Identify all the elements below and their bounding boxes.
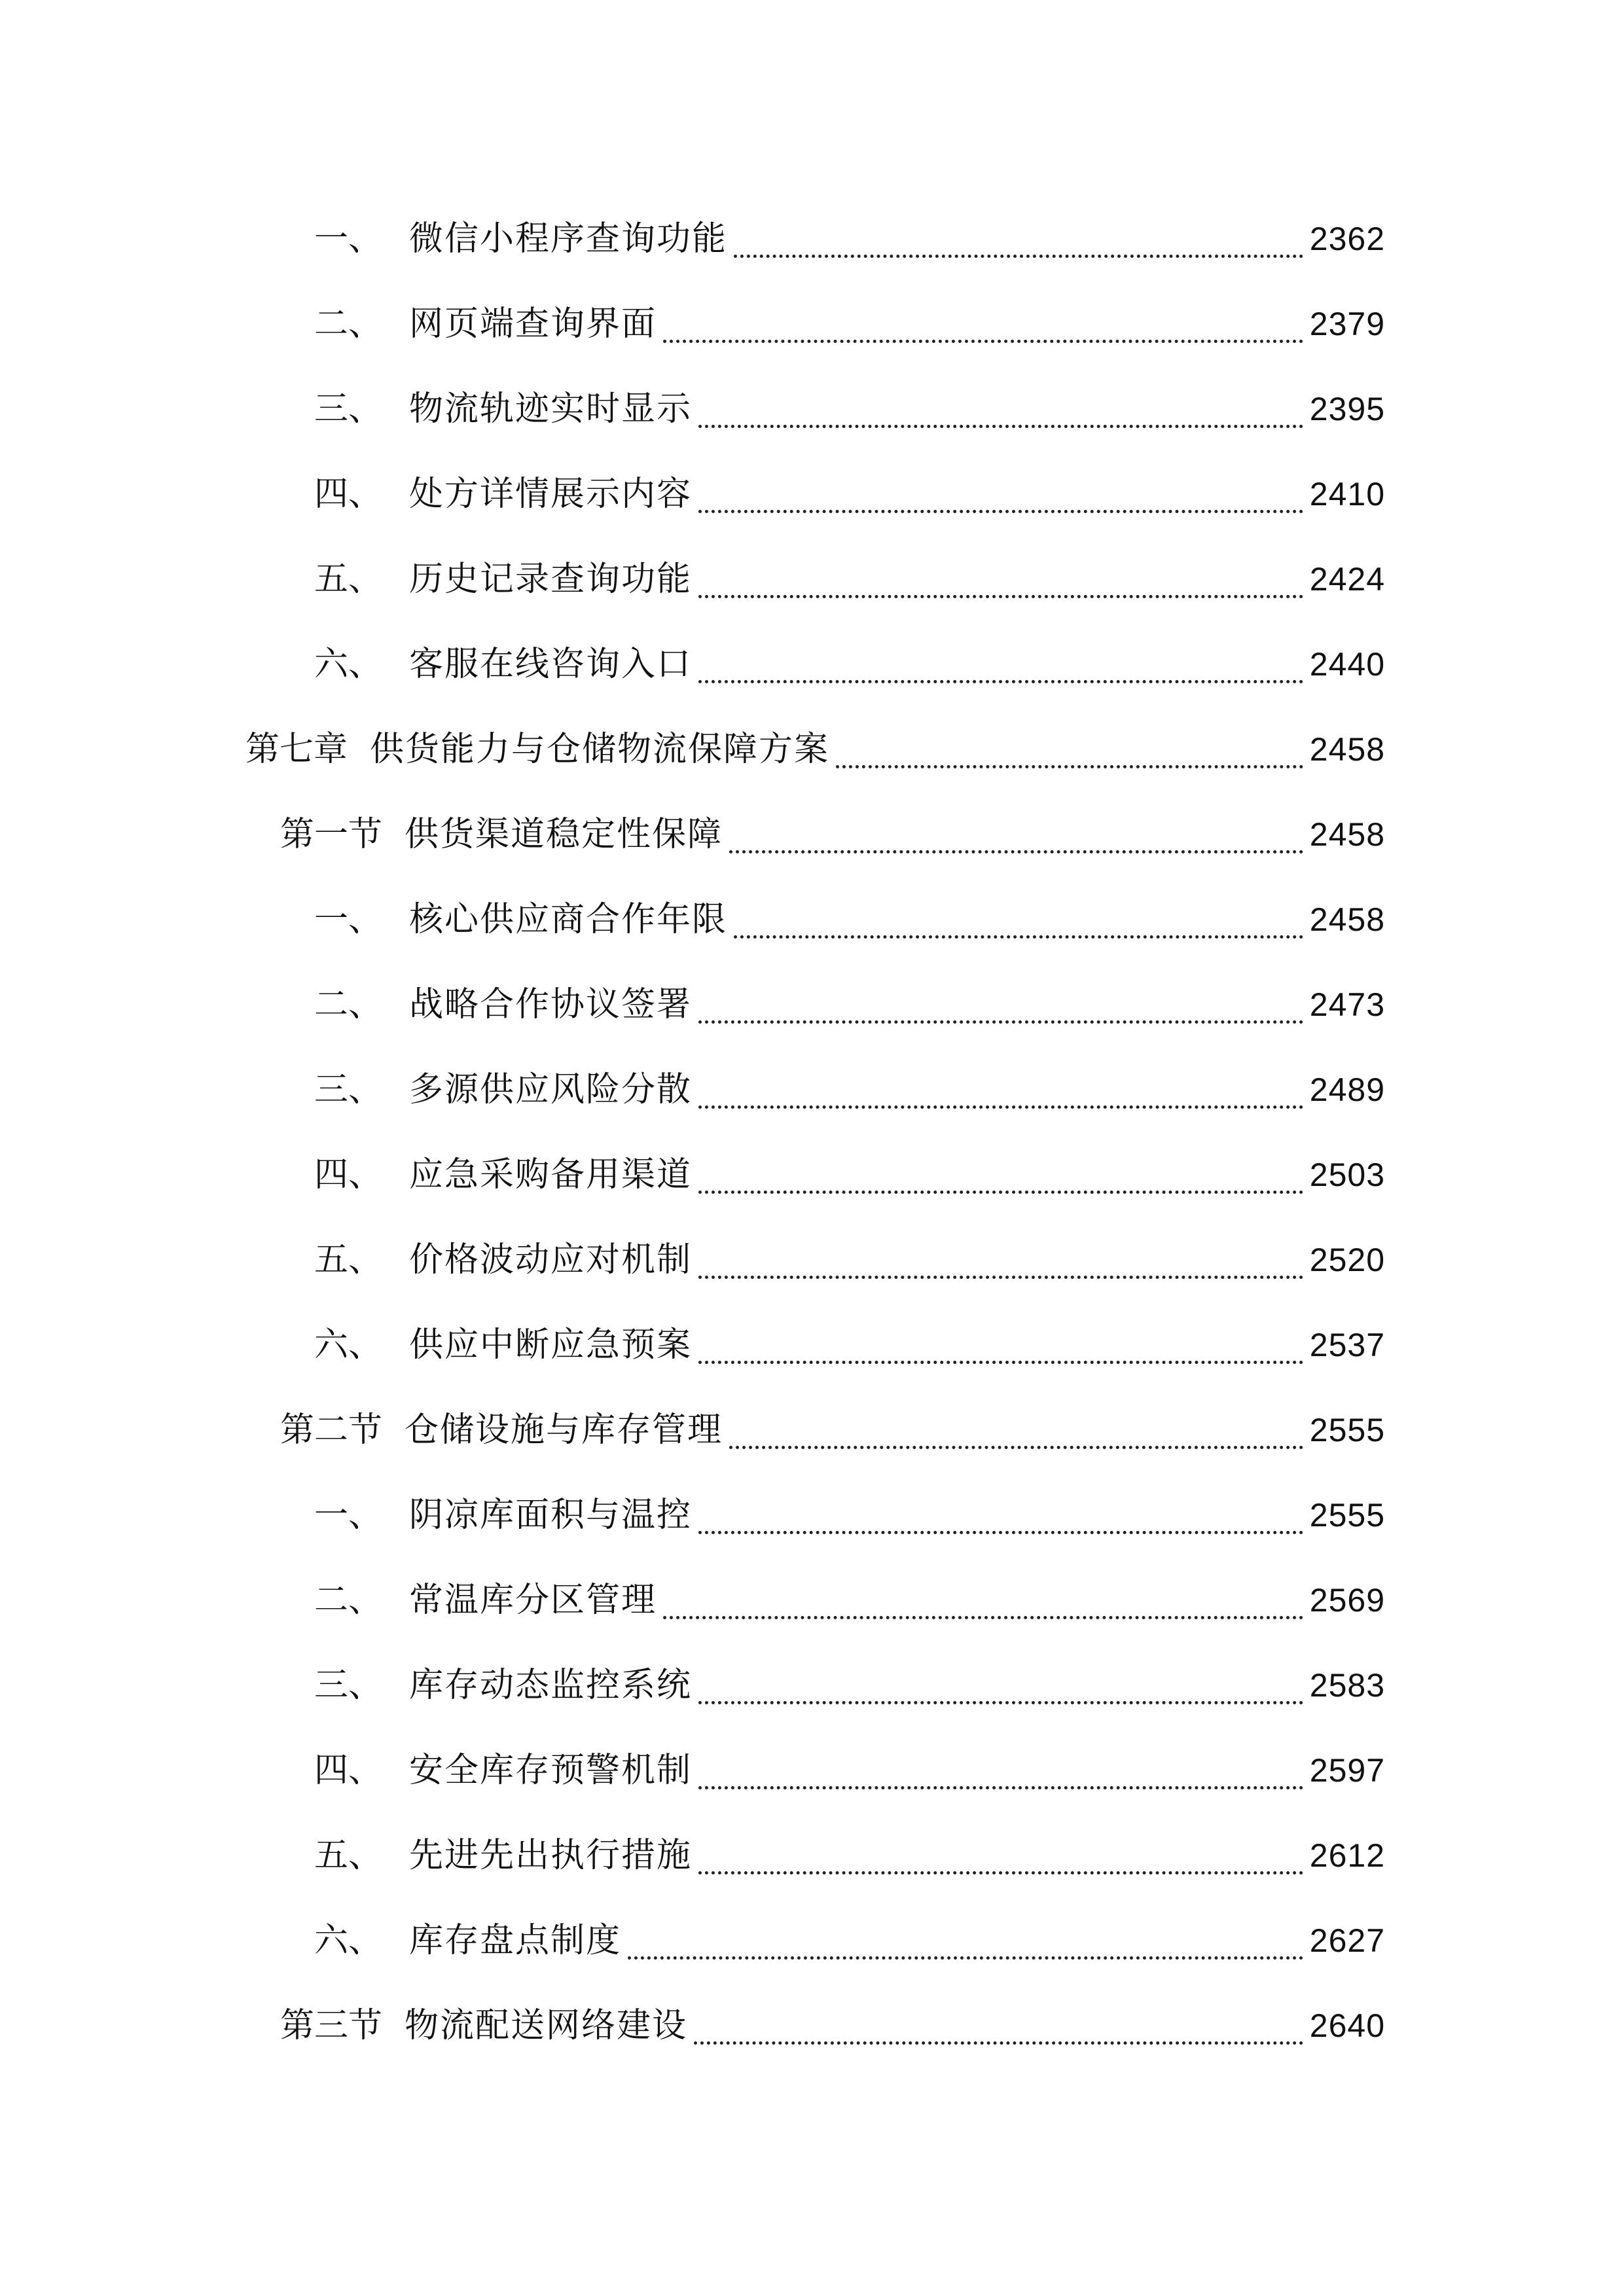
- toc-entry-title: 供货能力与仓储物流保障方案: [370, 730, 830, 769]
- toc-entry-page: 2473: [1309, 986, 1385, 1023]
- toc-entry-title: 常温库分区管理: [409, 1581, 657, 1620]
- toc-entry-page: 2583: [1309, 1667, 1385, 1704]
- dot-leader: [698, 510, 1303, 513]
- toc-entry-page: 2440: [1309, 646, 1385, 683]
- toc-entry[interactable]: [0, 877, 1624, 962]
- toc-entry-number: 第三节: [280, 2006, 383, 2045]
- dot-leader: [663, 1616, 1303, 1619]
- dot-leader: [698, 1276, 1303, 1279]
- dot-leader: [698, 425, 1303, 428]
- toc-entry-page: 2555: [1309, 1497, 1385, 1534]
- dot-leader: [698, 680, 1303, 683]
- toc-entry-number: 四、: [314, 1751, 383, 1790]
- toc-entry-number: 二、: [314, 1581, 383, 1620]
- table-of-contents: [0, 196, 1624, 2068]
- toc-entry-number: 三、: [314, 1666, 383, 1705]
- toc-chapter-entry[interactable]: [0, 707, 1624, 792]
- toc-entry-page: 2537: [1309, 1327, 1385, 1363]
- toc-entry-page: 2555: [1309, 1412, 1385, 1448]
- toc-entry-number: 五、: [314, 560, 383, 599]
- toc-entry[interactable]: [0, 1473, 1624, 1558]
- toc-entry[interactable]: [0, 1047, 1624, 1132]
- dot-leader: [836, 765, 1303, 768]
- toc-entry[interactable]: [0, 452, 1624, 537]
- toc-entry-page: 2627: [1309, 1922, 1385, 1959]
- toc-entry-number: 二、: [314, 985, 383, 1024]
- dot-leader: [734, 255, 1303, 258]
- toc-entry-page: 2458: [1309, 901, 1385, 938]
- toc-entry-number: 一、: [314, 1496, 383, 1535]
- toc-entry-title: 多源供应风险分散: [409, 1070, 693, 1109]
- toc-entry[interactable]: [0, 1132, 1624, 1217]
- toc-section-entry[interactable]: [0, 792, 1624, 877]
- dot-leader: [698, 1105, 1303, 1109]
- toc-entry-page: 2597: [1309, 1752, 1385, 1789]
- toc-entry[interactable]: [0, 1643, 1624, 1728]
- dot-leader: [698, 595, 1303, 598]
- toc-entry-page: 2520: [1309, 1242, 1385, 1278]
- toc-entry-page: 2424: [1309, 561, 1385, 598]
- toc-entry-title: 阴凉库面积与温控: [409, 1496, 693, 1535]
- toc-entry-title: 价格波动应对机制: [409, 1240, 693, 1280]
- toc-entry-title: 安全库存预警机制: [409, 1751, 693, 1790]
- toc-entry[interactable]: [0, 1217, 1624, 1302]
- dot-leader: [698, 1786, 1303, 1789]
- toc-entry-page: 2612: [1309, 1837, 1385, 1874]
- toc-entry[interactable]: [0, 196, 1624, 281]
- toc-entry-title: 应急采购备用渠道: [409, 1155, 693, 1194]
- dot-leader: [628, 1956, 1303, 1960]
- toc-entry-page: 2410: [1309, 476, 1385, 512]
- toc-entry-number: 第二节: [280, 1410, 383, 1450]
- toc-entry-title: 供应中断应急预案: [409, 1325, 693, 1365]
- toc-entry[interactable]: [0, 962, 1624, 1047]
- dot-leader: [694, 2041, 1303, 2045]
- toc-entry-page: 2458: [1309, 731, 1385, 768]
- toc-entry-title: 处方详情展示内容: [409, 475, 693, 514]
- toc-entry-number: 第一节: [280, 815, 383, 854]
- toc-entry[interactable]: [0, 281, 1624, 367]
- toc-entry-title: 客服在线咨询入口: [409, 645, 693, 684]
- toc-section-entry[interactable]: [0, 1983, 1624, 2068]
- toc-entry-page: 2458: [1309, 816, 1385, 853]
- toc-entry[interactable]: [0, 537, 1624, 622]
- toc-section-entry[interactable]: [0, 1388, 1624, 1473]
- toc-entry-page: 2503: [1309, 1157, 1385, 1193]
- toc-entry-number: 第七章: [245, 730, 348, 769]
- toc-entry-title: 库存动态监控系统: [409, 1666, 693, 1705]
- toc-entry-number: 五、: [314, 1240, 383, 1280]
- toc-entry[interactable]: [0, 1302, 1624, 1388]
- toc-entry-title: 核心供应商合作年限: [409, 900, 728, 939]
- toc-entry-page: 2379: [1309, 306, 1385, 342]
- toc-entry-page: 2395: [1309, 391, 1385, 427]
- toc-entry[interactable]: [0, 1728, 1624, 1813]
- toc-entry-number: 四、: [314, 475, 383, 514]
- toc-entry[interactable]: [0, 1558, 1624, 1643]
- toc-entry-number: 五、: [314, 1836, 383, 1875]
- dot-leader: [729, 850, 1303, 853]
- dot-leader: [698, 1361, 1303, 1364]
- toc-entry-number: 六、: [314, 645, 383, 684]
- toc-entry-page: 2569: [1309, 1582, 1385, 1619]
- toc-entry-number: 一、: [314, 219, 383, 259]
- toc-entry-title: 微信小程序查询功能: [409, 219, 728, 259]
- toc-entry-title: 战略合作协议签署: [409, 985, 693, 1024]
- toc-entry-number: 四、: [314, 1155, 383, 1194]
- toc-entry[interactable]: [0, 1898, 1624, 1983]
- toc-entry-title: 物流轨迹实时显示: [409, 389, 693, 429]
- toc-entry-title: 仓储设施与库存管理: [405, 1410, 723, 1450]
- dot-leader: [663, 340, 1303, 343]
- toc-entry-number: 二、: [314, 304, 383, 344]
- dot-leader: [729, 1446, 1303, 1449]
- toc-entry-number: 六、: [314, 1325, 383, 1365]
- toc-entry-number: 六、: [314, 1921, 383, 1960]
- dot-leader: [698, 1191, 1303, 1194]
- toc-entry[interactable]: [0, 622, 1624, 707]
- toc-entry-title: 历史记录查询功能: [409, 560, 693, 599]
- toc-entry-number: 三、: [314, 389, 383, 429]
- toc-entry-title: 库存盘点制度: [409, 1921, 622, 1960]
- dot-leader: [698, 1531, 1303, 1534]
- toc-entry-page: 2489: [1309, 1071, 1385, 1108]
- toc-entry[interactable]: [0, 1813, 1624, 1898]
- toc-entry-title: 供货渠道稳定性保障: [405, 815, 723, 854]
- dot-leader: [698, 1871, 1303, 1874]
- dot-leader: [698, 1020, 1303, 1024]
- toc-entry-page: 2640: [1309, 2007, 1385, 2044]
- dot-leader: [734, 935, 1303, 939]
- dot-leader: [698, 1701, 1303, 1704]
- toc-entry-number: 三、: [314, 1070, 383, 1109]
- toc-entry[interactable]: [0, 367, 1624, 452]
- toc-entry-title: 网页端查询界面: [409, 304, 657, 344]
- toc-entry-page: 2362: [1309, 221, 1385, 257]
- toc-entry-title: 物流配送网络建设: [405, 2006, 688, 2045]
- toc-entry-title: 先进先出执行措施: [409, 1836, 693, 1875]
- toc-entry-number: 一、: [314, 900, 383, 939]
